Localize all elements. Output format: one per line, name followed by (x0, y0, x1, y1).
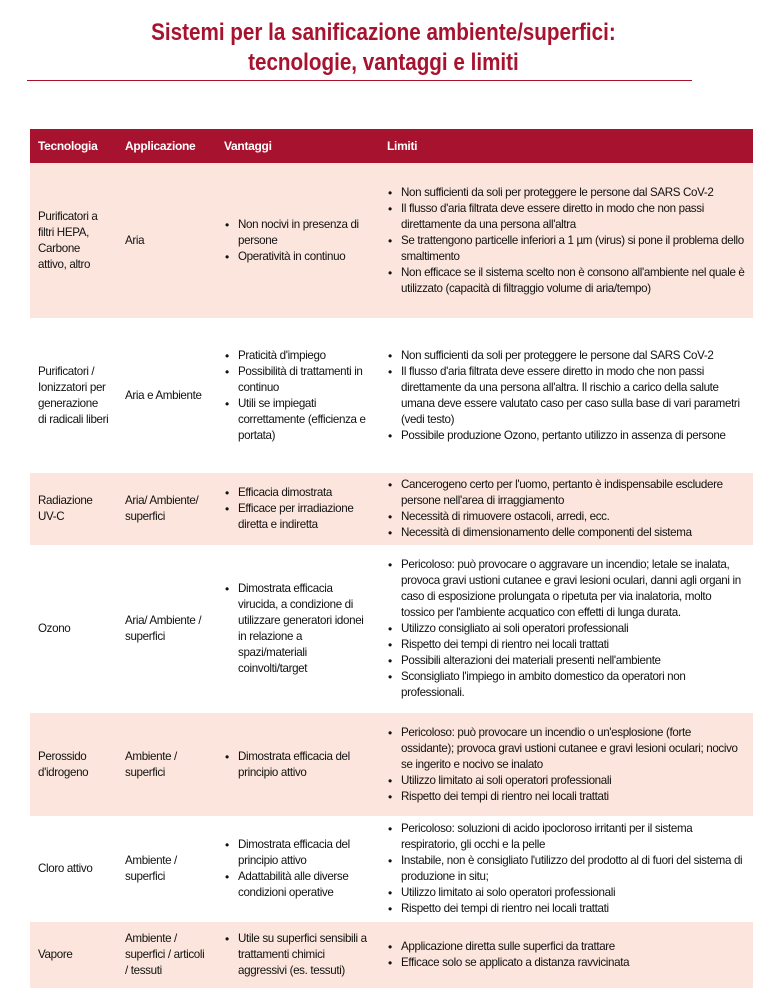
list-item: • Dimostrata efficacia del principio attivo (238, 837, 371, 869)
list-item: • Pericoloso: può provocare o aggravare un incendio; letale se inalata, provoca gravi ustioni cutanee e gravi lesioni oculari, danni agli organi in caso di esposizione prolungata o ripetuta per via inalatoria, molto tossico per l'ambiente acquatico con effetti di lunga durata. (401, 557, 745, 621)
list-item: • Instabile, non è consigliato l'utilizzo del prodotto al di fuori del sistema di produzione in situ; (401, 853, 745, 885)
cell-tecnologia: Perossido d'idrogeno (30, 713, 117, 816)
cell-limiti (379, 473, 753, 545)
cell-applicazione: Ambiente / superfici (117, 816, 216, 922)
list-item: • Utili se impiegati correttamente (efficienza e portata) (238, 396, 371, 444)
list-item: • Dimostrata efficacia virucida, a condizione di utilizzare generatori idonei in relazione a spazi/materiali coinvolti/target (238, 581, 371, 677)
cell-applicazione: Ambiente / superfici / articoli / tessuti (117, 922, 216, 988)
list-item: • Utilizzo consigliato ai soli operatori professionali (401, 621, 745, 637)
list-item: • Pericoloso: soluzioni di acido ipocloroso irritanti per il sistema respiratorio, gli occhi e la pelle (401, 821, 745, 853)
table-row (30, 473, 753, 545)
cell-applicazione: Aria/ Ambiente/ superfici (117, 473, 216, 545)
cell-vantaggi (216, 318, 379, 473)
cell-limiti (379, 922, 753, 988)
header-limiti: Limiti (379, 129, 753, 163)
list-item: • Non sufficienti da soli per proteggere le persone dal SARS CoV-2 (401, 185, 745, 201)
list-item: • Rispetto dei tempi di rientro nei locali trattati (401, 901, 745, 917)
list-item: • Non efficace se il sistema scelto non è consono all'ambiente nel quale è utilizzato (capacità di filtraggio volume di aria/tempo) (401, 265, 745, 297)
list-item: • Pericoloso: può provocare un incendio o un'esplosione (forte ossidante); provoca gravi ustioni cutanee e gravi lesioni oculari; nocivo se ingerito e nocivo se inalato (401, 725, 745, 773)
list-item: • Utile su superfici sensibili a trattamenti chimici aggressivi (es. tessuti) (238, 931, 371, 979)
list-item: • Dimostrata efficacia del principio attivo (238, 749, 371, 781)
list-item: • Praticità d'impiego (238, 348, 371, 364)
technology-table (30, 129, 753, 988)
list-item: • Non sufficienti da soli per proteggere le persone dal SARS CoV-2 (401, 348, 745, 364)
title-line-1: Sistemi per la sanificazione ambiente/superfici: (151, 19, 616, 46)
cell-applicazione: Ambiente / superfici (117, 713, 216, 816)
cell-tecnologia: Cloro attivo (30, 816, 117, 922)
table-row (30, 816, 753, 922)
list-item: • Utilizzo limitato ai soli operatori professionali (401, 773, 745, 789)
cell-limiti (379, 163, 753, 318)
list-item: • Efficace per irradiazione diretta e indiretta (238, 501, 371, 533)
list-item: • Se trattengono particelle inferiori a 1 µm (virus) si pone il problema dello smaltimento (401, 233, 745, 265)
list-item: • Necessità di rimuovere ostacoli, arredi, ecc. (401, 509, 745, 525)
list-item: • Il flusso d'aria filtrata deve essere diretto in modo che non passi direttamente da una persona all'altra. Il rischio a carico della salute umana deve essere valutato caso per caso sulla base di vari parametri (vedi testo) (401, 364, 745, 428)
cell-limiti (379, 545, 753, 713)
table-row (30, 318, 753, 473)
cell-tecnologia: Purificatori / Ionizzatori per generazione di radicali liberi (30, 318, 117, 473)
list-item: • Non nocivi in presenza di persone (238, 217, 371, 249)
list-item: • Adattabilità alle diverse condizioni operative (238, 869, 371, 901)
list-item: • Possibile produzione Ozono, pertanto utilizzo in assenza di persone (401, 428, 745, 444)
list-item: • Applicazione diretta sulle superfici da trattare (401, 939, 745, 955)
list-item: • Possibili alterazioni dei materiali presenti nell'ambiente (401, 653, 745, 669)
cell-vantaggi (216, 545, 379, 713)
list-item: • Efficacia dimostrata (238, 485, 371, 501)
cell-vantaggi (216, 922, 379, 988)
table-row (30, 713, 753, 816)
cell-limiti (379, 713, 753, 816)
header-applicazione: Applicazione (117, 129, 216, 163)
list-item: • Efficace solo se applicato a distanza ravvicinata (401, 955, 745, 971)
cell-applicazione: Aria (117, 163, 216, 318)
list-item: • Utilizzo limitato ai solo operatori professionali (401, 885, 745, 901)
list-item: • Cancerogeno certo per l'uomo, pertanto è indispensabile escludere persone nell'area di irraggiamento (401, 477, 745, 509)
cell-vantaggi (216, 163, 379, 318)
title-line-2: tecnologie, vantaggi e limiti (248, 49, 519, 76)
page-title (54, 18, 714, 78)
list-item: • Rispetto dei tempi di rientro nei locali trattati (401, 789, 745, 805)
cell-vantaggi (216, 816, 379, 922)
table-header-row (30, 129, 753, 163)
list-item: • Sconsigliato l'impiego in ambito domestico da operatori non professionali. (401, 669, 745, 701)
title-underline (27, 80, 692, 81)
table-row (30, 922, 753, 988)
cell-vantaggi (216, 473, 379, 545)
cell-limiti (379, 816, 753, 922)
list-item: • Possibilità di trattamenti in continuo (238, 364, 371, 396)
table-row (30, 545, 753, 713)
cell-tecnologia: Ozono (30, 545, 117, 713)
cell-vantaggi (216, 713, 379, 816)
list-item: • Operatività in continuo (238, 249, 371, 265)
cell-tecnologia: Radiazione UV-C (30, 473, 117, 545)
header-vantaggi: Vantaggi (216, 129, 379, 163)
cell-limiti (379, 318, 753, 473)
cell-tecnologia: Purificatori a filtri HEPA, Carbone attivo, altro (30, 163, 117, 318)
header-tecnologia: Tecnologia (30, 129, 117, 163)
table-row (30, 163, 753, 318)
cell-tecnologia: Vapore (30, 922, 117, 988)
list-item: • Necessità di dimensionamento delle componenti del sistema (401, 525, 745, 541)
list-item: • Rispetto dei tempi di rientro nei locali trattati (401, 637, 745, 653)
cell-applicazione: Aria/ Ambiente / superfici (117, 545, 216, 713)
list-item: • Il flusso d'aria filtrata deve essere diretto in modo che non passi direttamente da una persona all'altra (401, 201, 745, 233)
cell-applicazione: Aria e Ambiente (117, 318, 216, 473)
